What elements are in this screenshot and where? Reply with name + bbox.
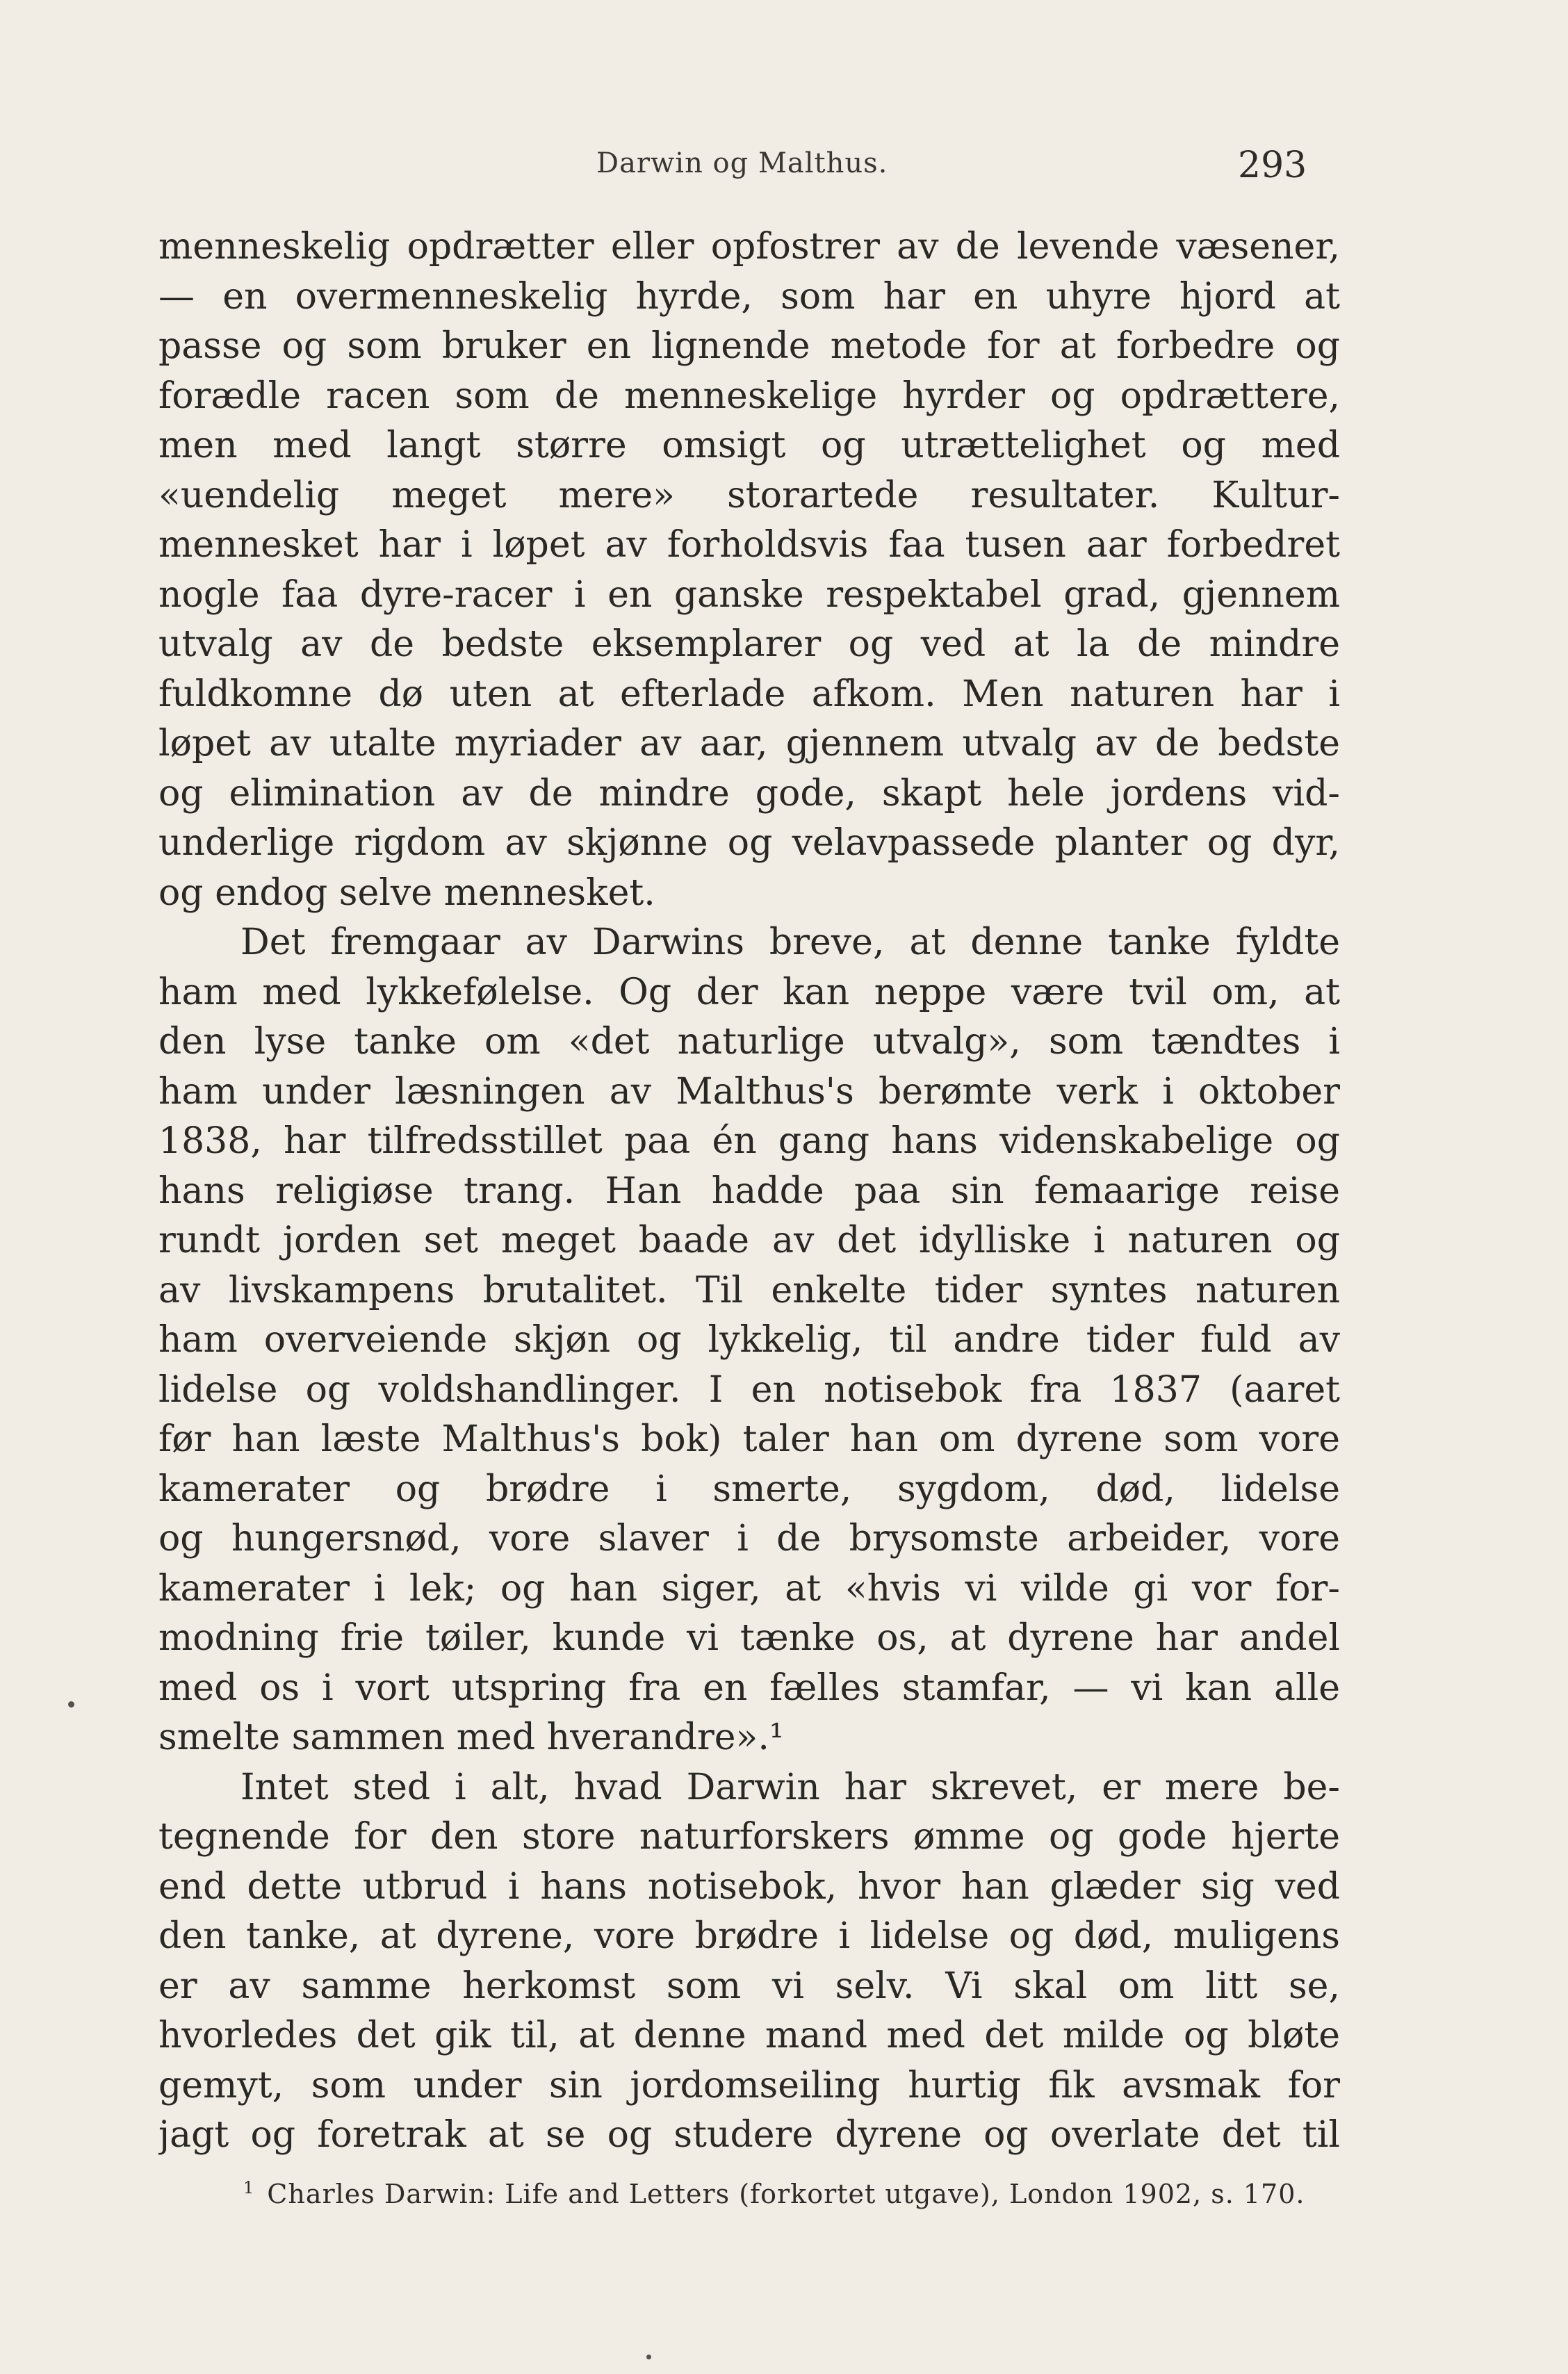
text-line: jagt og foretrak at se og studere dyrene og overlate det til (158, 2114, 1340, 2156)
text-line: av livskampens brutalitet. Til enkelte tider syntes naturen (158, 1269, 1340, 1311)
footnote-text: Charles Darwin: Life and Letters (forkortet utgave), London 1902, s. 170. (267, 2179, 1305, 2209)
text-line: — en overmenneskelig hyrde, som har en uhyre hjord at (158, 275, 1340, 318)
text-line: den lyse tanke om «det naturlige utvalg», som tændtes i (158, 1021, 1340, 1063)
text-line: forædle racen som de menneskelige hyrder og opdrættere, (158, 375, 1340, 417)
running-head (0, 147, 1568, 189)
text-line: løpet av utalte myriader av aar, gjennem utvalg av de bedste (158, 723, 1340, 764)
text-line: «uendelig meget mere» storartede resultater. Kultur- (158, 474, 1340, 516)
footnote (243, 2167, 1341, 2209)
text-line: fuldkomne dø uten at efterlade afkom. Men naturen har i (158, 673, 1340, 715)
text-line: og endog selve mennesket. (158, 871, 655, 914)
text-line: end dette utbrud i hans notisebok, hvor han glæder sig ved (158, 1865, 1340, 1908)
text-line: Intet sted i alt, hvad Darwin har skrevet, er mere be- (240, 1766, 1340, 1808)
text-line: er av samme herkomst som vi selv. Vi skal om litt se, (158, 1965, 1340, 2007)
text-line: mennesket har i løpet av forholdsvis faa tusen aar forbedret (158, 524, 1340, 566)
text-line: men med langt større omsigt og utrættelighet og med (158, 425, 1340, 466)
text-line: ham overveiende skjøn og lykkelig, til andre tider fuld av (158, 1319, 1340, 1361)
text-line: modning frie tøiler, kunde vi tænke os, at dyrene har andel (158, 1617, 1340, 1659)
footnote-marker: 1 (243, 2178, 255, 2197)
text-line: og elimination av de mindre gode, skapt hele jordens vid- (158, 772, 1340, 814)
text-line: passe og som bruker en lignende metode for at forbedre og (158, 325, 1340, 367)
text-line: rundt jorden set meget baade av det idylliske i naturen og (158, 1220, 1340, 1261)
text-line: hans religiøse trang. Han hadde paa sin femaarige reise (158, 1170, 1340, 1212)
paper-speck (646, 2355, 651, 2359)
text-line: Det fremgaar av Darwins breve, at denne tanke fyldte (240, 922, 1340, 963)
text-line: før han læste Malthus's bok) taler han om dyrene som vore (158, 1418, 1340, 1460)
text-line: kamerater og brødre i smerte, sygdom, død, lidelse (158, 1468, 1340, 1510)
text-line: tegnende for den store naturforskers ømme og gode hjerte (158, 1816, 1340, 1858)
text-line: med os i vort utspring fra en fælles stamfar, — vi kan alle (158, 1667, 1340, 1709)
text-line: kamerater i lek; og han siger, at «hvis vi vilde gi vor for- (158, 1567, 1340, 1610)
text-line: smelte sammen med hverandre».¹ (158, 1717, 784, 1758)
text-line: nogle faa dyre-racer i en ganske respektabel grad, gjennem (158, 573, 1340, 616)
text-line: hvorledes det gik til, at denne mand med det milde og bløte (158, 2015, 1340, 2056)
text-line: 1838, har tilfredsstillet paa én gang hans videnskabelige og (158, 1120, 1340, 1162)
text-line: menneskelig opdrætter eller opfostrer av de levende væsener, (158, 226, 1340, 268)
text-line: ham med lykkefølelse. Og der kan neppe være tvil om, at (158, 971, 1340, 1013)
text-line: gemyt, som under sin jordomseiling hurtig fik avsmak for (158, 2064, 1340, 2106)
text-line: underlige rigdom av skjønne og velavpassede planter og dyr, (158, 822, 1340, 864)
text-line: ham under læsningen av Malthus's berømte verk i oktober (158, 1070, 1340, 1113)
page-number: 293 (1238, 145, 1307, 186)
text-line: lidelse og voldshandlinger. I en notisebok fra 1837 (aaret (158, 1368, 1340, 1411)
body-text (158, 222, 1340, 2161)
text-line: den tanke, at dyrene, vore brødre i lidelse og død, muligens (158, 1915, 1340, 1957)
text-line: og hungersnød, vore slaver i de brysomste arbeider, vore (158, 1518, 1340, 1560)
text-line: utvalg av de bedste eksemplarer og ved at la de mindre (158, 623, 1340, 665)
paper-speck (68, 1701, 74, 1708)
running-title: Darwin og Malthus. (596, 147, 888, 179)
